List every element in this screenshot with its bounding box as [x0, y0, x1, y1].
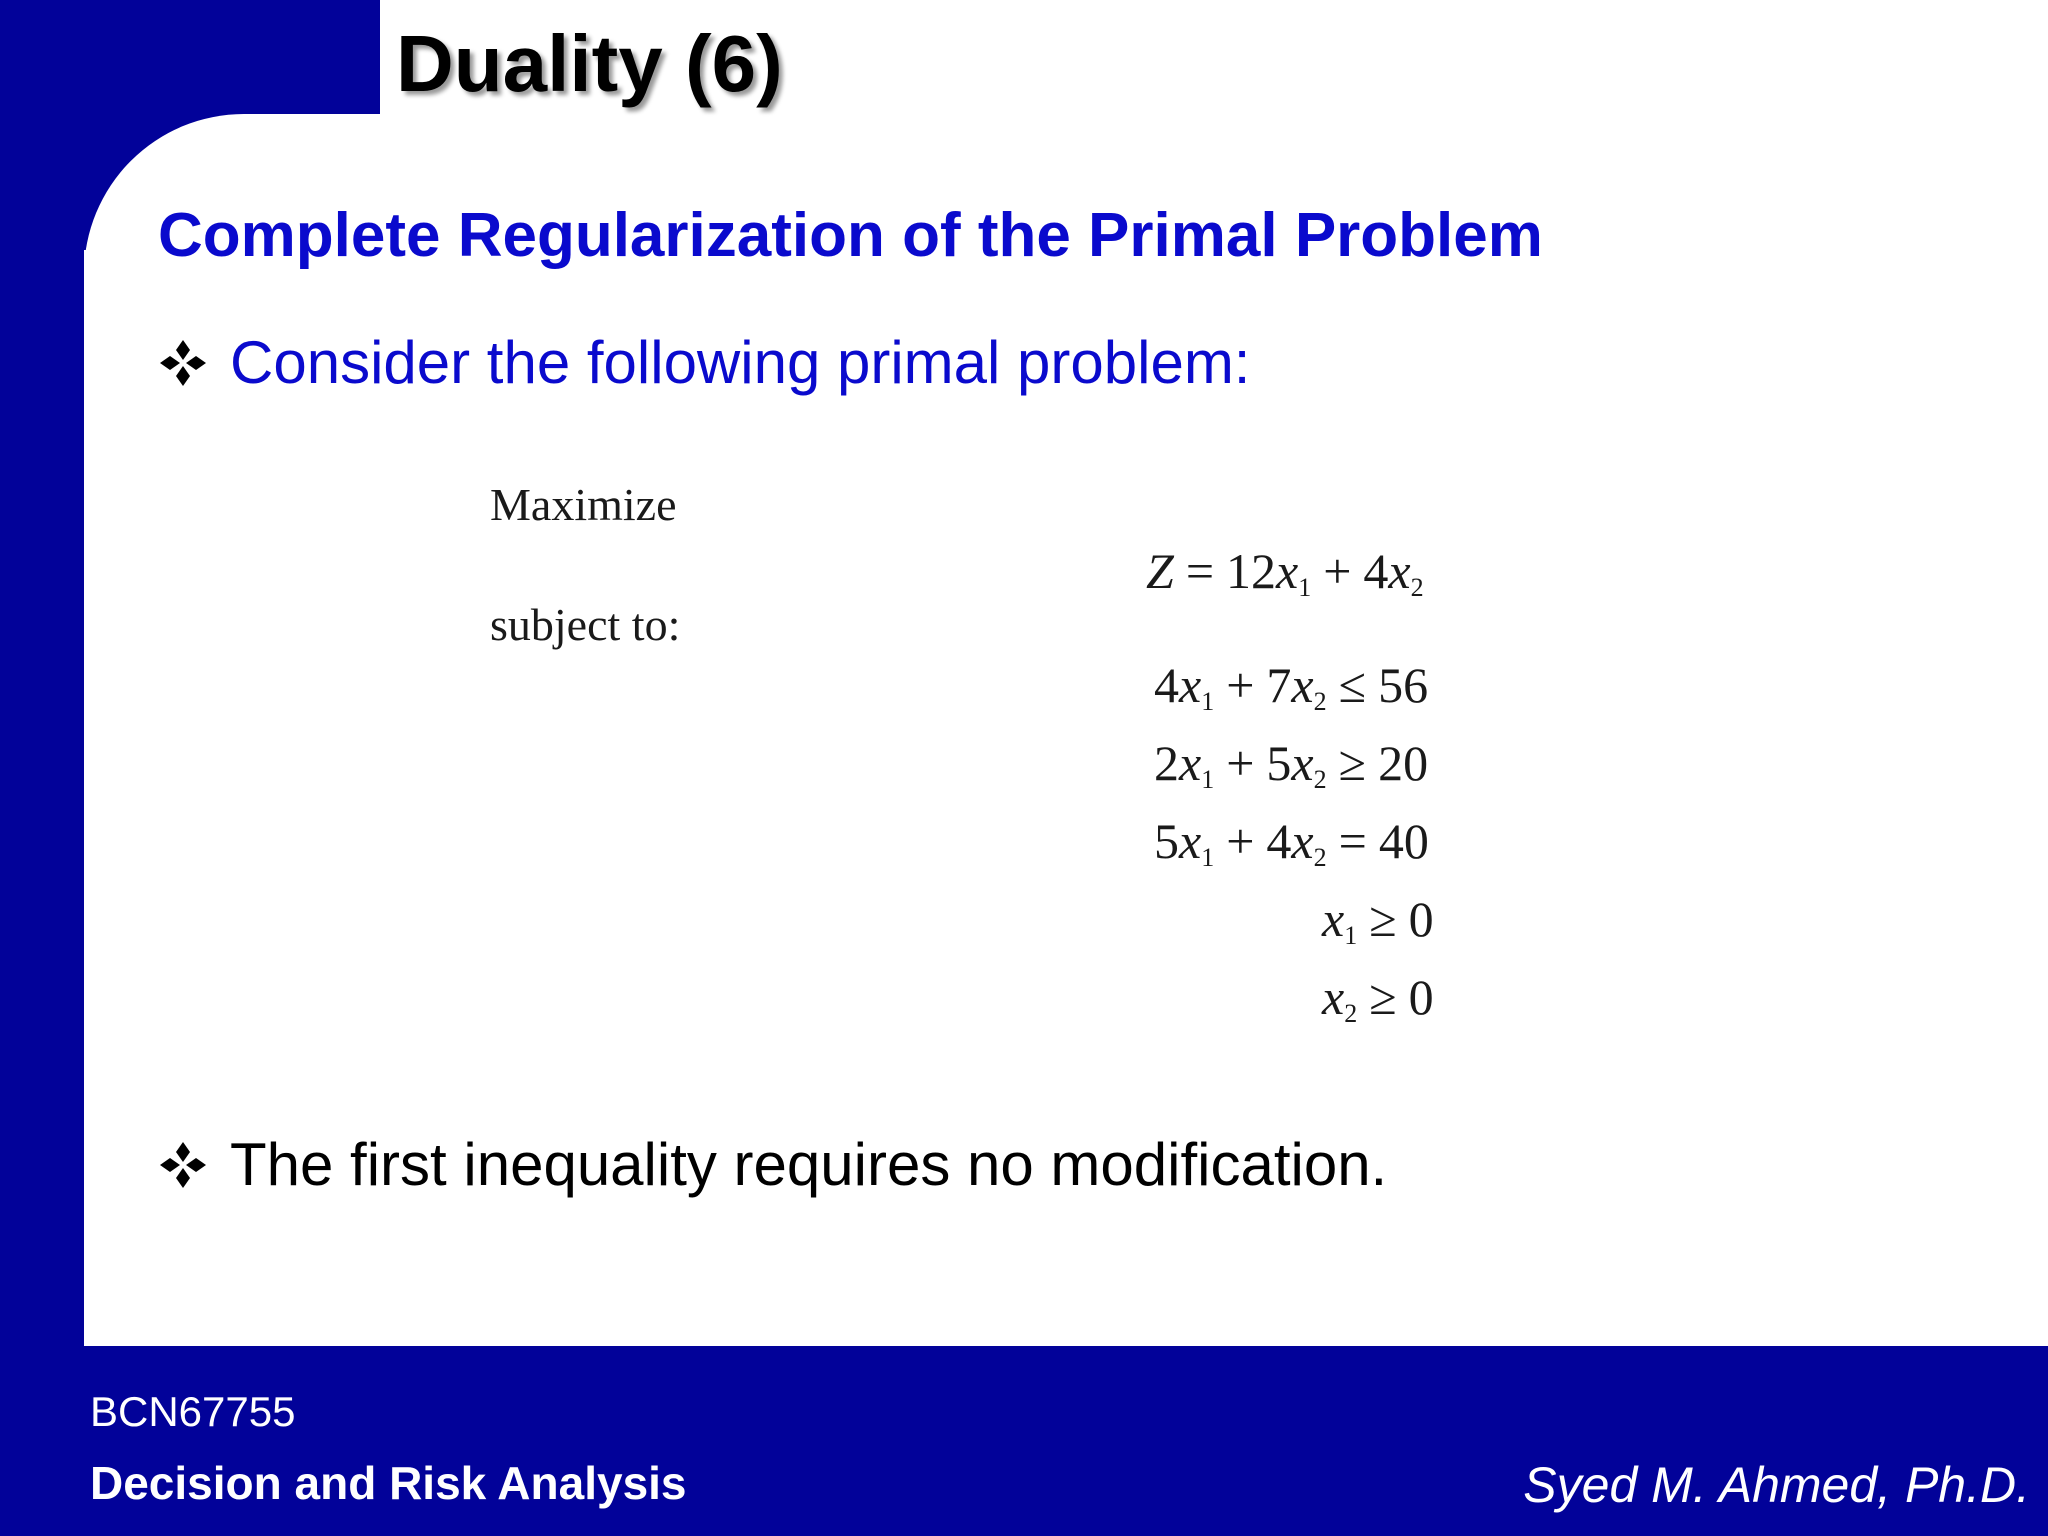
slide-title: Duality (6): [396, 19, 783, 108]
operator: +: [1226, 813, 1255, 869]
relation: ≥: [1369, 969, 1397, 1025]
variable: x: [1179, 813, 1202, 869]
footer-author: Syed M. Ahmed, Ph.D.: [1523, 1457, 2030, 1513]
variable: x: [1322, 891, 1345, 947]
footer-course-code: BCN67755: [90, 1388, 296, 1435]
constraint-1: [1154, 656, 1428, 717]
bullet-text: The first inequality requires no modification.: [230, 1131, 1388, 1198]
objective-function: [1146, 542, 1424, 603]
variable: x: [1388, 543, 1411, 599]
coefficient: 4: [1363, 543, 1389, 599]
footer-course-name: Decision and Risk Analysis: [90, 1457, 687, 1509]
diamond-bullet-icon: [158, 1140, 208, 1190]
subscript: 2: [1410, 573, 1424, 602]
subscript: 2: [1313, 765, 1327, 794]
rhs: 0: [1408, 891, 1434, 947]
variable: x: [1276, 543, 1299, 599]
operator: +: [1226, 735, 1255, 791]
coefficient: 4: [1154, 657, 1179, 713]
coefficient: 5: [1154, 813, 1179, 869]
variable: x: [1291, 735, 1314, 791]
constraints-label: subject to:: [490, 599, 681, 650]
subscript: 2: [1313, 687, 1327, 716]
coefficient: 5: [1266, 735, 1292, 791]
coefficient: 4: [1266, 813, 1292, 869]
subscript: 2: [1313, 843, 1327, 872]
rhs: 56: [1378, 657, 1429, 713]
relation: ≥: [1369, 891, 1397, 947]
relation: ≥: [1338, 735, 1367, 791]
variable: x: [1322, 969, 1345, 1025]
subscript: 1: [1201, 765, 1215, 794]
subscript: 2: [1344, 999, 1358, 1028]
rhs: 0: [1408, 969, 1434, 1025]
operator: +: [1226, 657, 1255, 713]
variable: x: [1179, 657, 1202, 713]
coefficient: 12: [1226, 543, 1277, 599]
variable: x: [1291, 657, 1314, 713]
variable: x: [1179, 735, 1202, 791]
bullet-item: [158, 328, 1250, 397]
nonnegativity-2: [1322, 968, 1434, 1029]
relation: ≤: [1338, 657, 1367, 713]
constraint-3: [1154, 812, 1429, 873]
subscript: 1: [1344, 921, 1358, 950]
bullet-item: [158, 1130, 1387, 1199]
objective-label: Maximize: [490, 479, 677, 530]
bullet-text: Consider the following primal problem:: [230, 329, 1251, 396]
coefficient: 7: [1266, 657, 1292, 713]
nonnegativity-1: [1322, 890, 1434, 951]
constraint-2: [1154, 734, 1428, 795]
subscript: 1: [1298, 573, 1312, 602]
variable: x: [1291, 813, 1314, 869]
rhs: 40: [1378, 813, 1429, 869]
rhs: 20: [1378, 735, 1429, 791]
diamond-bullet-icon: [158, 338, 208, 388]
relation: =: [1338, 813, 1367, 869]
operator: +: [1323, 543, 1352, 599]
objective-lhs: Z: [1146, 543, 1174, 599]
relation: =: [1185, 543, 1215, 599]
coefficient: 2: [1154, 735, 1179, 791]
subscript: 1: [1201, 687, 1215, 716]
slide-subtitle: Complete Regularization of the Primal Problem: [158, 201, 1543, 270]
subscript: 1: [1201, 843, 1215, 872]
